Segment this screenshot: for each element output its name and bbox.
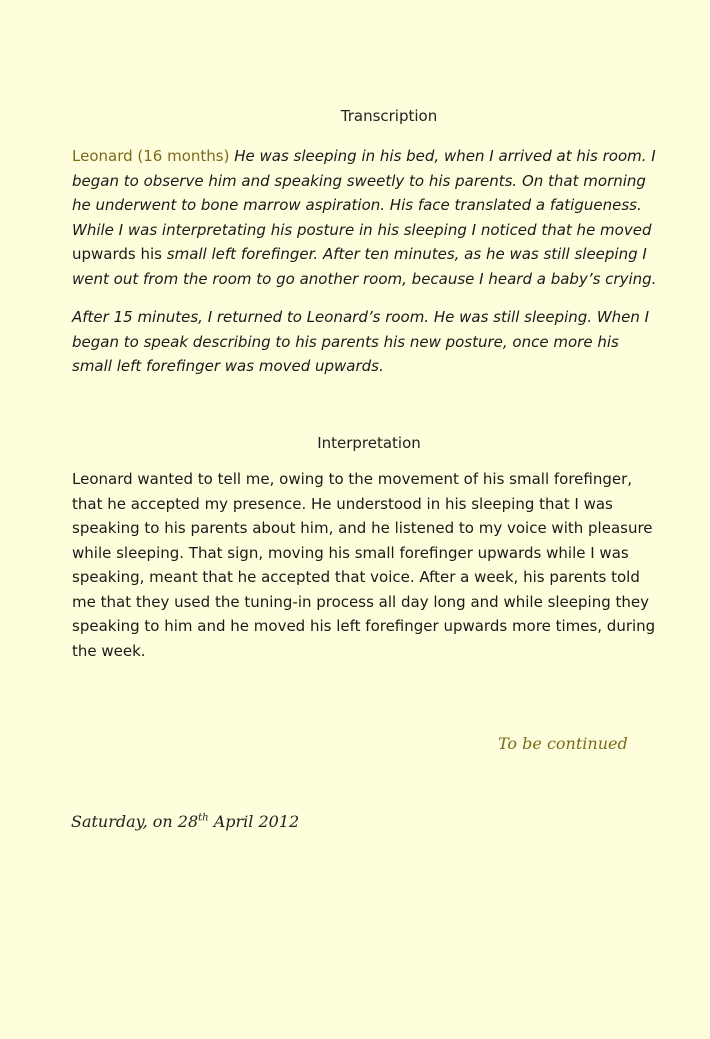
child-name: Leonard (16 months) <box>72 147 230 165</box>
to-be-continued-note: To be continued <box>498 734 628 753</box>
transcription-text-a: He was sleeping in his bed, when I arrived at his room. I began to observe him and speaking sweetly to his parents. On that morning he underwent to bone marrow aspiration. His face translated a fatigueness. While I was interpretating his posture in his sleeping I noticed that he moved <box>72 147 656 239</box>
transcription-heading: Transcription <box>340 107 438 125</box>
date-rest: April 2012 <box>208 812 300 831</box>
transcription-paragraph-2: After 15 minutes, I returned to Leonard’s room. He was still sleeping. When I began to speak describing to his parents his new posture, once more his small left forefinger was moved upwards. <box>72 308 650 375</box>
transcription-paragraph-1 <box>72 144 662 291</box>
date-prefix: Saturday, on 28 <box>71 812 199 831</box>
date-line <box>71 812 299 831</box>
interpretation-paragraph: Leonard wanted to tell me, owing to the movement of his small forefinger, that he accepted my presence. He understood in his sleeping that I was speaking to his parents about him, and he listened to my voice with pleasure while sleeping. That sign, moving his small forefinger upwards while I was speaking, meant that he accepted that voice. After a week, his parents told me that they used the tuning-in process all day long and while sleeping they speaking to him and he moved his left forefinger upwards more times, during the week. <box>72 470 656 660</box>
interpretation-heading: Interpretation <box>317 434 421 452</box>
transcription-text-upright: upwards his <box>72 245 162 263</box>
transcription-text-b: small left forefinger. After ten minutes, as he was still sleeping I went out from the room to go another room, because I heard a baby’s crying. <box>72 245 657 288</box>
date-ordinal-suffix: th <box>198 812 209 824</box>
